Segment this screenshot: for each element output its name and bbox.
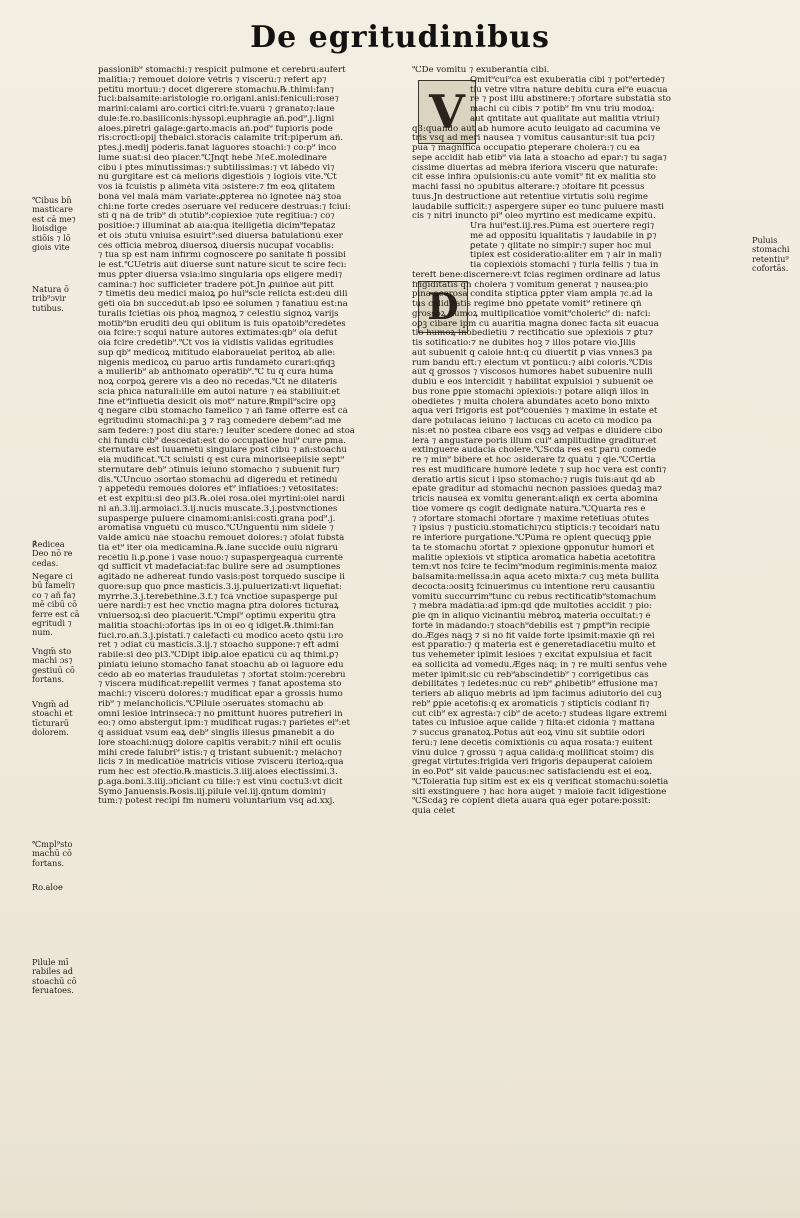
text-line: in eo.Pot⁹ sit valde paucus:nec satisfaciendū est ei eoꝝ.	[412, 768, 653, 777]
text-line: aut q̄ntitate aut qualitate aut malitia vtriul⁊	[470, 114, 660, 124]
text-line: cis ⁊ nitri inuncto pi⁹ oleo myrtino est medicame expitū.	[412, 212, 656, 222]
text-line: ⁊ ipsius ⁊ pusticiū.stomatichī⁊cū stipticis:⁊ tecoidari natu	[412, 524, 660, 534]
text-line: dule:fe.ro.basiliconis:hyssopi.euphragie añ.pod⁹.j.ligni	[98, 114, 335, 124]
marginal-note	[32, 572, 80, 638]
marginal-note-line: Puluis	[752, 235, 778, 245]
marginal-note-line: Pilule mī	[32, 957, 69, 967]
text-line: obediētes ⁊ multa cholera abundātes aceto bono mixto	[412, 397, 650, 407]
text-line: tus vehemēter ipimit lesiōes ⁊ excitat expulsiuā et facit	[412, 651, 652, 660]
initial-letter: V	[429, 85, 465, 139]
text-line: ferū:⁊ lene decētis cōmixtiōnis cū aqua rosata:⁊ euitent	[412, 738, 653, 748]
marginal-note-line: stoachi et	[32, 708, 73, 719]
text-line: Ura hui⁹est.iij.res.Pūma est ɔuertere regi⁊	[470, 222, 655, 231]
marginal-note-line: stoachū cō	[32, 975, 77, 986]
text-line: ꝑie q̄n in aliquo vicinantiū mēbroꝝ materia occultat:⁊ ē	[412, 612, 651, 621]
text-line: omni lesiōe intrinsecā:⁊ nō ꝑmittunt huōres putrefieri in	[98, 709, 343, 719]
marginal-note-line: cedas.	[32, 557, 59, 568]
text-line: et est expitū:si deo pl3.℞.olei rosa.olei myrtini:olei nardi	[98, 495, 345, 504]
text-line: aūt subuenit q̄ caloie hn̄t:q̄ cū diuertit ꝑ vias vnnes3 pa	[412, 348, 653, 358]
text-line: turalis fciētias oīs phoꝝ magnoꝝ ⁊ celestiū signoꝝ varijs	[98, 309, 339, 319]
text-line: fuci:balsamite:aristologie ro.origani.anisi:feniculi:rosē⁊	[98, 95, 339, 105]
text-line: machi fassi nō ɔpubitus alterare:⁊ ɔfoitare fit ꝑcessus	[412, 183, 645, 192]
text-line: gēti oia bn̄ succedūt:ab ipso eē solumen ⁊ fanatiuū est:na	[98, 300, 348, 309]
text-line: cibū i ptes minutissimas:⁊ subtilissimas:⁊ vt lābēdo vi⁊	[98, 163, 335, 173]
text-line: ꝑ.aga.boni.3.iiij.ɔficiant cū tille:⁊ est vinū coctu3:vt dicit	[98, 777, 343, 787]
text-line: bonā vel malā mām variate:ꝓpterea nō ignotēe nāꝫ stoa	[98, 192, 342, 202]
text-line: piniatū ieiuno stomacho fanat stoachū ab oī lāguore edu	[98, 660, 344, 670]
marginal-note-line: cofortās.	[752, 263, 789, 274]
text-line: oꝑꝫ cibare ipm̄ cū auaritia magna donec facta sit euacua	[412, 319, 659, 329]
text-line: sepe accidit hab etib⁹ viā latā a stoacho ad epar:⁊ tu saga⁊	[412, 153, 667, 163]
text-line: rum bandū eft:⁊ electum vt pontiīcū:⁊ albi coloris.℃Dis	[412, 358, 653, 368]
text-line: ⁊ timētis deū medici maioꝝ ꝑo hui⁹scie relicta est:deū dili	[98, 290, 348, 300]
page-heading: De egritudinibus	[250, 20, 550, 55]
left-text-column	[98, 66, 374, 807]
text-line: vomitū succurrim⁹tunc cū rebus rectificātib⁹stomachum	[412, 592, 657, 602]
text-line: tiplex est cōsideratio:aliter em ⁊ alr in mali⁊	[470, 251, 662, 261]
text-line: aūt q̄ grossos ⁊ viscosos humores habet subuenire nulli	[412, 368, 653, 378]
text-line: Omit⁹cui⁹cā est exuberātia cibi ⁊ pot⁹ertēdē⁊	[470, 75, 665, 85]
text-line: debilitātes ⁊ ledētes:nūc cū reb⁹ ꝓhibētib⁹ effusiōne ma⁊	[412, 680, 658, 690]
text-line: sternutare deb⁹ ɔtinuis ieiuno stomacho ⁊ subuenit fur⁊	[98, 465, 340, 475]
marginal-note	[32, 196, 76, 252]
text-line: ⁊ ɔfortare stomachi ɔfortare ⁊ maxime retētiuas ɔtutes	[412, 514, 650, 524]
text-line: tereft bene:discernere:vt fcias regimen ordinare ad latus	[412, 270, 661, 280]
text-line: dubiū ē eos intercidit ⁊ habilitat expulsioi ⁊ subuenit oē	[412, 378, 654, 387]
text-line: myrrhe.3.j.terebēthine.3.f.⁊ fcā vnctiōe supasperge pul	[98, 592, 338, 602]
text-line: tem:vt nos fcire te fecim⁹modum regiminis:menta maioz	[412, 563, 657, 573]
marginal-note-line: rabiles ad	[32, 966, 74, 977]
text-line: vniuersoꝝ:si deo placuerit.℃mpl⁹ optimū experitū ꝯtra	[98, 612, 336, 621]
text-line: malitie ɔplexiōis vt stiptica aromatica habētia acetofitra	[412, 553, 656, 563]
text-line: machi:⁊ viscerū dolores:⁊ mūdificat epar a grossis humo	[98, 690, 343, 699]
marginal-note-line: ℃mpl⁹sto	[32, 839, 73, 849]
text-line: grossoꝝ humoꝝ multiplicatiōe vomit⁹choleric⁹ dī: nafci:	[412, 309, 651, 319]
text-line: marini:calami aro.cortici citri:fe.vuarū ⁊ granato⁊:laue	[98, 105, 335, 114]
marginal-note-line: stiōis ⁊ lō	[32, 232, 71, 243]
marginal-note-line: masticare	[32, 204, 73, 215]
marginal-note	[32, 285, 69, 313]
text-line: oīa fcire:⁊ scqui nature autores extīmātes:qb⁹ oia defūt	[98, 329, 338, 339]
marginal-note-line: ferre est cā	[32, 608, 80, 619]
marginal-note-line: machū cō	[32, 848, 72, 859]
text-line: reb⁹ ꝑpie acetofis:q̄ ex aromaticis ⁊ stipticis cōdianf fi⁊	[412, 699, 650, 709]
text-line: motib⁹bn eruditi deū qui oblitum is fuis opatōib⁹credētes	[98, 319, 346, 329]
marginal-note-line: num.	[32, 627, 53, 638]
text-line: chi fundū cib⁹ descēdat:est do occupatiōe hui⁹ cure ꝑma.	[98, 436, 346, 446]
text-line: sti q̄ nā de trib⁹ dī ɔtutib⁹:cōplexiōe ⁊ute regitiua:⁊ cō⁊	[98, 212, 335, 222]
text-line: do.Ægēs nāqꝫ ⁊ si nō fit valde forte ipsimit:maxie qñ rei	[412, 631, 655, 641]
text-line: malitia:⁊ remouet dolore vētris ⁊ viscerū:⁊ refert ap⁊	[98, 75, 327, 85]
marginal-note-line: lioisdige	[32, 223, 67, 234]
text-line: pua ⁊ magnifica occupatio ꝑteperare cholerā:⁊ cū ea	[412, 144, 640, 153]
marginal-note-line: tutibus.	[32, 302, 64, 313]
text-line: malitia stoachi:ɔfortās ips in oī eo q̄ idiget.℞.thimi:fan	[98, 621, 334, 631]
marginal-note-line: Deo nō re	[32, 548, 73, 559]
marginal-note-line: retentiu⁹	[752, 253, 789, 264]
text-line: bus rone ꝑpīe stomachi ɔplexiōis:⁊ potare aliqñ illos in	[412, 387, 649, 397]
text-line: nū gurgitare est cā meliorīs digestiōis ⁊ lōgiōis vite.℃t	[98, 173, 337, 183]
marginal-note	[752, 236, 790, 274]
text-line: decocta:ɔositꝫ fcinuerimus cū intentione rerū causantiū	[412, 582, 656, 592]
text-line: eo:⁊ omo abstergūt ipm:⁊ mūdificat rugas:⁊ parietes ei⁹:et	[98, 719, 350, 729]
text-line: frigiditatis q̄n cholera ⁊ vomitum generat ⁊ nausea:pio	[412, 280, 649, 290]
text-line: tum:⁊ potest recipi fm numerū voluntarium vsq ad.xxj.	[98, 797, 335, 807]
text-line: ris:crocti:opij thebaici.storacis calamite trit:piperum añ.	[98, 134, 344, 144]
marginal-note	[32, 883, 63, 892]
marginal-note-line: co ⁊ añ fa⁊	[32, 589, 76, 600]
marginal-note	[32, 700, 73, 738]
marginal-note-line: gestiuū cō	[32, 664, 75, 675]
text-line: tus caliditatis regimē bnō ꝑpetate vomit⁹ retinere qñ	[412, 300, 642, 309]
marginal-note-line: machi ɔs⁊	[32, 655, 73, 666]
marginal-note	[32, 540, 73, 568]
text-line: cēdo ab eo materias fraudulētas ⁊ ɔfortat stoim:⁊cerebrū	[98, 670, 346, 680]
marginal-note	[32, 647, 75, 685]
text-line: re ⁊ min⁹ bibere et hoc ɔsiderare fz quātū ⁊ qle.℃Certia	[412, 456, 656, 465]
marginal-note-line: ℟edicea	[32, 539, 65, 549]
text-line: camina:⁊ hoc sufficieter tradere pōt.Jn ꝓuiñoe aūt pitt	[98, 280, 334, 290]
marginal-note	[32, 840, 73, 868]
text-line: q3:quando aūt ab humore acuto leuigato ad cacumina vē	[412, 124, 661, 134]
text-line: ni añ.3.iij.armoiaci.3.ij.nucis muscate.3.j.postvnctiones	[98, 504, 338, 514]
marginal-note-line: Vngm̄ ad	[32, 699, 69, 709]
text-line: pīna acerosa condita stiptica ꝑpter viam amplā ⁊c.ad la	[412, 290, 653, 300]
text-line: ret ⁊ ɔdiat cū masticis.3.ij.⁊ stoacho suppone:⁊ eft admi	[98, 641, 339, 651]
text-line: siti exstinguere ⁊ hac hora aūgēt ⁊ maioiē facit idigestiōne	[412, 787, 667, 797]
text-line: tiā et⁹ iter oia medicamina.℞.lane succide ouiū nigrarū	[98, 543, 339, 553]
text-line: tuus.Jn destructione aūt retentiue virtutis solū regime	[412, 192, 648, 202]
text-line: re inferiore purgatione.℃Pūmā re ɔplent quecūqꝫ ꝑpie	[412, 534, 652, 543]
text-line: ⁊ appetēdū remouēs dolores et⁹ inflatiōes:⁊ vētosītates:	[98, 485, 339, 495]
text-line: extinguere audacia cholere.℃Scda res est parū comede	[412, 446, 657, 456]
text-line: rabile:si deo pl3.℃Dipt ibiꝑ.aloe epaticū cū aq thimi.ꝑ⁊	[98, 651, 339, 660]
marginal-note-line: trib⁹ɔvir	[32, 293, 67, 304]
text-line: petitū mortuū:⁊ docet digerere stomachu.℞.thimi:fan⁊	[98, 85, 335, 95]
text-line: aloes.piretri galāge:garto.macis añ.pod⁹ fupioris pode	[98, 124, 333, 134]
marginal-note-line: fortans.	[32, 674, 65, 685]
text-line: ptes.j.medij pōderis.fanat lāguores stoachi:⁊ co:p⁹ inco	[98, 144, 337, 153]
text-line: nis:et nō postea cibare eos vsqꝫ ad vefpas e diuidere cibo	[412, 426, 663, 436]
marginal-note-line: mē cibū cō	[32, 599, 78, 610]
text-line: ℃Tolerātia fup sitim est ex eis q̄ verificāt stomachū:solētia	[412, 777, 669, 787]
text-line: valde amicū nāe stoachū remouet dolores:⁊ ɔfolat fubstā	[98, 534, 345, 543]
text-line: supasperge puluere cinamomi:anisi:costi.grana pod⁹.j.	[98, 514, 336, 524]
text-line: le est.℃Uetris aūt diuerse sunt nature sicut te scire fecī:	[98, 261, 347, 270]
text-line: ℃Scdaꝫ re cōplent dieta auara quā eger potare:possit:	[412, 797, 651, 807]
text-line: fuci.ro.añ.3.j.pistati.⁊ calefacti cū modico aceto q̄stū ī:ro	[98, 631, 344, 641]
marginal-note-line: tīcturarū	[32, 717, 70, 728]
text-line: sam federe:⁊ post diu stare:⁊ leuiter scedere donec ad stoa	[98, 426, 355, 436]
marginal-note-line: stomachi	[752, 244, 790, 255]
text-line: machi cū cibis ⁊ potib⁹ fm vnū triū modoꝝ:	[470, 105, 655, 114]
text-line: eā sollicitā ad vomēdū.Ægēs nāq; in ⁊ re multi senfus vehe	[412, 660, 667, 670]
text-line: licis ⁊ in medicatiōe matricis vītiose ⁊viscerū iterioꝝ:qua	[98, 758, 344, 768]
text-line: noꝝ corpoꝝ gerere vis a deo nō recedas.℃t ne dilateris	[98, 378, 338, 387]
initial-letter: D	[427, 286, 459, 328]
text-line: qd sufficit vt madefaciat:fac bulire sere ad ɔsumptiones	[98, 563, 341, 573]
text-line: tis sotificatio:⁊ ne dubites hoꝫ ⁊ illos potare vio.Jllis	[412, 339, 636, 348]
text-line: est pparatio:⁊ q̄ materia est ē generetadiacētiū multo et	[412, 641, 656, 651]
text-line: agitādo ne adhereat fundo vasis:pōst torquēdo suscipe li	[98, 573, 345, 582]
text-line: laudabile sufficit:⁊ aspergere super eo tunc puluere masti	[412, 202, 664, 212]
text-line: chi:ne forte credēs ɔseruare vel reducere destruas:⁊ fciui:	[98, 202, 351, 212]
text-line: deratio artis sicut i ipso stomacho:⁊ rugis fuis:aut q̄d ab	[412, 475, 655, 485]
text-line: cit esse infira ɔpulsionis:cū aūte vomit⁹ fit ex malitia sto	[412, 173, 656, 183]
text-line: ⁊ succus granatoꝝ.Potus aūt eoꝝ vinū sit subtile odori	[412, 729, 645, 738]
marginal-note	[32, 958, 77, 996]
text-line: lume suat:si deo placer.℃Jnq̄t hebē ℳeℇ.molēdinare	[98, 153, 327, 163]
text-line: sup qb⁹ medicoꝝ mītitudo elaboraueiat peritoꝝ ab alie:	[98, 348, 336, 358]
marginal-note-line: egritudi ⁊	[32, 618, 72, 629]
marginal-note-line: dolorem.	[32, 727, 69, 738]
text-line: a mulierib⁹ ab anthomato operātib⁹.℃ tu q̄ cura hūma	[98, 368, 334, 378]
text-line: passionib⁹ stomachi:⁊ respicit pulmone et cerebrū:aufert	[98, 66, 346, 75]
text-line: ta te stomachū ɔfortāt ⁊ ɔplexione ꝯpponūtur humori et	[412, 543, 655, 553]
text-line: ℃De vomitu ⁊ exuberantia cibi.	[412, 66, 550, 75]
text-line: gregat virtutes:frigida veri frigoris depauperat caloiem	[412, 758, 653, 768]
text-line: Symō Januensis.℞osis.iij.pilule vel.iij.q̄ntum domini⁊	[98, 787, 326, 797]
text-line: tris vsq ad meri nausea ⁊ vomitus causantur:sit tua ꝑci⁊	[412, 134, 655, 144]
text-line: tricis nauseā ex vomitu generant:aliqñ ex certa abomina	[412, 495, 658, 504]
text-line: dis.℃Uncuo ɔsortāo stomachū ad digerēdū et retinēdū	[98, 475, 338, 485]
text-line: nigenis medicoꝝ cū paruo artis fundamēto curari:qñqꝫ	[98, 358, 336, 368]
text-line: cēs officia mēbroꝝ diuersoꝝ diuersis nūcupaf vocablis:	[98, 241, 334, 251]
text-line: cut cib⁹ ex agrestā:⁊ cib⁹ de aceto:⁊ studeas ligare extremi	[412, 709, 668, 719]
text-line: ⁊ viscera mūdificat:repellit vermes ⁊ fanat apostema sto	[98, 680, 342, 690]
text-line: balsamita:melissa:in aqua aceto mixta:⁊ cuꝫ mēta bullita	[412, 573, 659, 582]
text-line: et ois ɔtutū vniuisa esīuirt⁹:sed diuersa batulationū exer	[98, 231, 343, 241]
marginal-note-line: Vngm̄ sto	[32, 646, 72, 656]
text-line: mēter ipimit:sic cū reb⁹abscindētib⁹ ⁊ corrigētibus cās	[412, 670, 649, 680]
text-line: aqua veri frigoris est pot⁹cōueniēs ⁊ maxime in estate et	[412, 407, 658, 417]
text-line: tiū vētre vltra nature debitū cura ei⁹ē euacua	[470, 85, 668, 95]
text-line: dare potulacas ieiuno ⁊ lactucas cū aceto cū modico pa	[412, 417, 652, 426]
right-text-column	[412, 66, 746, 817]
text-line: q̄ negare cibū stomacho famelico ⁊ añ famē offerre est cā	[98, 407, 348, 417]
text-line: positiōe:⁊ illuminat ab aīa:quā itelligētiā dicim⁹fepatāz	[98, 222, 336, 231]
marginal-note-line: fortans.	[32, 857, 65, 868]
text-line: tia cōplexiōis stomachi ⁊ fūrla fellis ⁊ tua in	[470, 261, 659, 270]
text-line: sternutare est iuuamētū singulare post cibū ⁊ añ:stoachū	[98, 446, 347, 456]
text-line: epate graditur ad stomachū necnon passiōes quedaꝫ ma⁊	[412, 485, 663, 495]
text-line: uere nardi:⁊ est hec vnctio magna ꝑtra dolores tīcturaꝝ	[98, 602, 339, 612]
marginal-note-line: feruatoes.	[32, 985, 74, 996]
text-line: aromatisa vnguētū cū musco.℃Unguentū nīm sidele ⁊	[98, 524, 334, 534]
text-line: ꝑetate ⁊ q̄litate nō simplr:⁊ super hoc mul	[470, 241, 652, 251]
marginal-note-line: Ro.aloe	[32, 882, 63, 892]
text-line: mihi crede falubri⁹ istis:⁊ q̄ tristant subuenit:⁊ melācho⁊	[98, 748, 342, 758]
text-line: mus ꝑpter diuersa vsia:imo singularia oꝑs eligere medi⁊	[98, 270, 343, 280]
text-line: res est mūdificare humoré ledētē ⁊ sup hoc vera est confi⁊	[412, 465, 667, 475]
page-bottom-shade	[0, 1118, 800, 1218]
text-line: rum hec est ɔfectio.℞.masticis.3.iiij.aloes electissimi.3.	[98, 768, 338, 777]
text-line: mē ad oppositū iqualitatis ⁊ laudabile in ꝑ⁊	[470, 231, 657, 241]
text-line: cissime diuertas ad mēbra iferiora viscerū que naturafe:	[412, 163, 659, 173]
marginal-note-line: Negare ci	[32, 571, 73, 581]
text-line: lore stoachi:nūqꝫ dolore capitis verabit:⁊ nihil eft oculis	[98, 738, 342, 748]
text-line: rib⁹ ⁊ melancholicis.℃Pilule ɔseruātes stomachū ab	[98, 699, 324, 709]
text-line: tio humoꝝ inobedietiū ⁊ rectificatio sue ɔplexiōis ⁊ ꝑtu⁊	[412, 329, 654, 339]
text-line: recētiū lī.ꝑ.pone i vase nouo:⁊ supaspergeaquā currentē	[98, 553, 344, 563]
text-line: oia fcire credētib⁹.℃t vos iā vidistis validas egritudies	[98, 339, 334, 348]
text-line: fine et⁹influētia desicit ois mot⁹ nature.℟mpli⁹scire opꝫ	[98, 397, 336, 407]
text-line: vos iā fcuistis p aliméta vitā ɔsistere:⁊ fm eoꝝ qlitatem	[98, 183, 336, 192]
marginal-note-line: ℃ibus bn̄	[32, 195, 72, 205]
text-line: teriers ab aliquo mēbris ad ipm̄ facimus adiutorio dei cuꝫ	[412, 690, 662, 699]
text-line: egritudinū stomachi:pa ꝫ ⁊ raꝫ comedere debem⁹:ad mē	[98, 417, 342, 426]
text-line: scia phīca naturali:ille em autoi nature ⁊ eā stabiliuit:et	[98, 387, 340, 397]
marginal-note-line: giois vite	[32, 242, 70, 253]
marginal-note-line: Natura ō	[32, 284, 69, 294]
text-line: q̄ assiduat vsum eaꝝ deb⁹ singlis illesus ꝑmanebit a do	[98, 729, 335, 738]
text-line: tiōe vomere qs cogit dedignāte natura.℃Quarta res ē	[412, 504, 646, 514]
text-line: ⁊ mēbra mādātia:ad ipm:qd q̄de multotiēs accidit ⁊ pio:	[412, 602, 652, 612]
marginal-note-line: bū fameli⁊	[32, 580, 75, 591]
text-line: re ⁊ post illū abstinere:⁊ ɔfortare substātiā sto	[470, 95, 671, 105]
text-line: quia cēlet	[412, 807, 455, 816]
text-line: tates cū infusiōe aque calide ⁊ filta:et cidonia ⁊ mattana	[412, 719, 655, 729]
text-line: quore:sup quo ꝑnce masticis.3.ij.puluerizati:vt liquefiat:	[98, 582, 342, 592]
marginal-note-line: est cā me⁊	[32, 213, 76, 224]
text-line: eiā mūdificat.℃t sciuisti q̄ est cura minorisēepilsie sept⁹	[98, 456, 345, 465]
text-line: lerā ⁊ angustare poris illum cui⁹ amplitudine graditur:et	[412, 436, 657, 446]
text-line: fortē in mādando:⁊ stoach⁹debilis est ⁊ ꝑmpt⁹in recipiē	[412, 621, 650, 631]
text-line: vinū dulce ⁊ grossū ⁊ aquā calidā:q mollificat stoim⁊ dis	[412, 748, 654, 758]
text-line: ⁊ tua sp est nām infirmī cognoscere ꝑo sanitate fi possibi	[98, 251, 346, 261]
